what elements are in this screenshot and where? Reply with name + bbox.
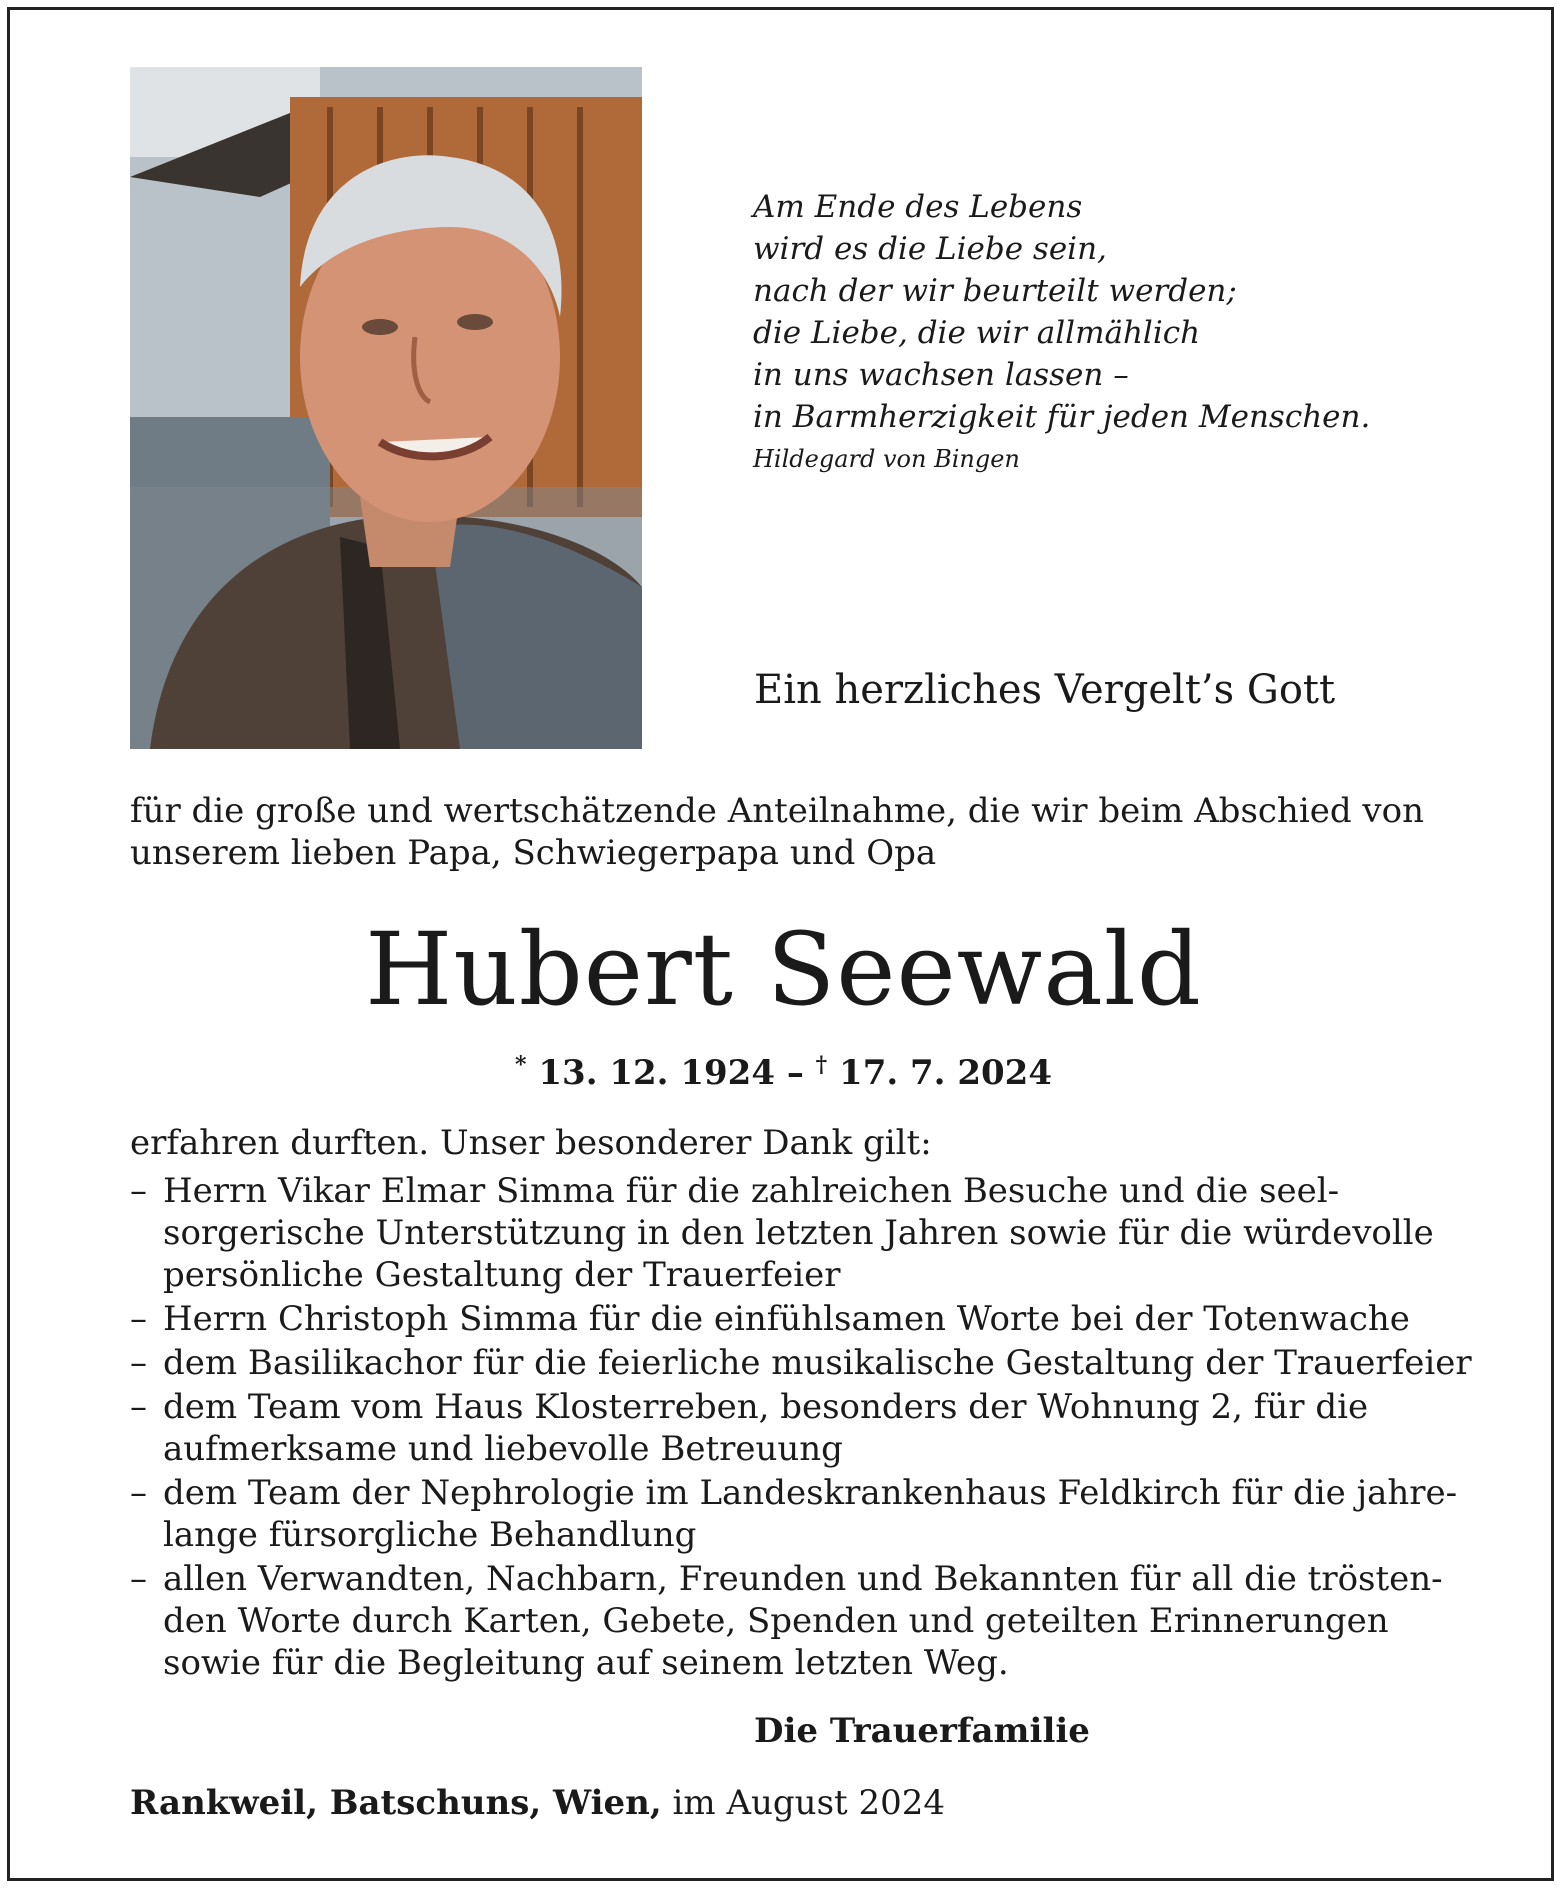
item-line: dem Team vom Haus Klosterreben, besonders der Wohnung 2, für die [163, 1387, 1369, 1427]
thanks-list [130, 1170, 1472, 1686]
quote-line: wird es die Liebe sein, [753, 231, 1107, 267]
item-line: Herrn Vikar Elmar Simma für die zahlreichen Besuche und die seel- [163, 1171, 1340, 1211]
deceased-name: Hubert Seewald [365, 911, 1202, 1028]
birth-symbol: * [515, 1052, 527, 1078]
dash-bullet: – [130, 1559, 147, 1599]
list-item [130, 1298, 1440, 1340]
lead-text: erfahren durften. Unser besonderer Dank gilt: [130, 1123, 932, 1163]
dash-bullet: – [130, 1343, 147, 1383]
item-line: allen Verwandten, Nachbarn, Freunden und Bekannten für all die trösten- [163, 1559, 1443, 1599]
quote-line: in uns wachsen lassen – [753, 357, 1129, 393]
life-dates [0, 1040, 1567, 1098]
list-item [130, 1386, 1440, 1470]
item-line: den Worte durch Karten, Gebete, Spenden und geteilten Erinnerungen [163, 1601, 1389, 1641]
portrait-photo [130, 67, 642, 749]
dash-bullet: – [130, 1299, 147, 1339]
closing-date: im August 2024 [672, 1783, 946, 1823]
item-line: lange fürsorgliche Behandlung [163, 1515, 697, 1555]
quote-line: Am Ende des Lebens [753, 189, 1083, 225]
quote-line: die Liebe, die wir allmählich [753, 315, 1201, 351]
death-date: 17. 7. 2024 [839, 1053, 1052, 1093]
date-separator: – [786, 1053, 804, 1093]
item-line: aufmerksame und liebevolle Betreuung [163, 1429, 843, 1469]
item-line: persönliche Gestaltung der Trauerfeier [163, 1255, 841, 1295]
signature: Die Trauerfamilie [754, 1711, 1090, 1751]
portrait-photo-icon [130, 67, 642, 749]
intro-line: unserem lieben Papa, Schwiegerpapa und Opa [130, 833, 937, 873]
item-line: sowie für die Begleitung auf seinem letzten Weg. [163, 1643, 1009, 1683]
item-line: dem Team der Nephrologie im Landeskrankenhaus Feldkirch für die jahre- [163, 1473, 1458, 1513]
list-item [130, 1342, 1472, 1384]
birth-date: 13. 12. 1924 [538, 1053, 775, 1093]
dash-bullet: – [130, 1171, 147, 1211]
item-line: dem Basilikachor für die feierliche musikalische Gestaltung der Trauerfeier [163, 1343, 1472, 1383]
quote-line: in Barmherzigkeit für jeden Menschen. [753, 399, 1371, 435]
item-line: sorgerische Unterstützung in den letzten Jahren sowie für die würdevolle [163, 1213, 1434, 1253]
intro-text [130, 790, 1438, 874]
quote-block [753, 186, 1453, 474]
quote-line: nach der wir beurteilt werden; [753, 273, 1237, 309]
closing-line [130, 1782, 945, 1824]
item-line: Herrn Christoph Simma für die einfühlsamen Worte bei der Totenwache [163, 1299, 1410, 1339]
dash-bullet: – [130, 1473, 147, 1513]
list-item [130, 1472, 1458, 1556]
list-item [130, 1558, 1443, 1684]
death-symbol: † [815, 1052, 828, 1078]
closing-places: Rankweil, Batschuns, Wien, [130, 1783, 662, 1823]
thanks-heading: Ein herzliches Vergelt’s Gott [754, 667, 1336, 713]
quote-author: Hildegard von Bingen [753, 445, 1020, 473]
list-item [130, 1170, 1440, 1296]
intro-line: für die große und wertschätzende Anteilnahme, die wir beim Abschied von [130, 791, 1424, 831]
dash-bullet: – [130, 1387, 147, 1427]
